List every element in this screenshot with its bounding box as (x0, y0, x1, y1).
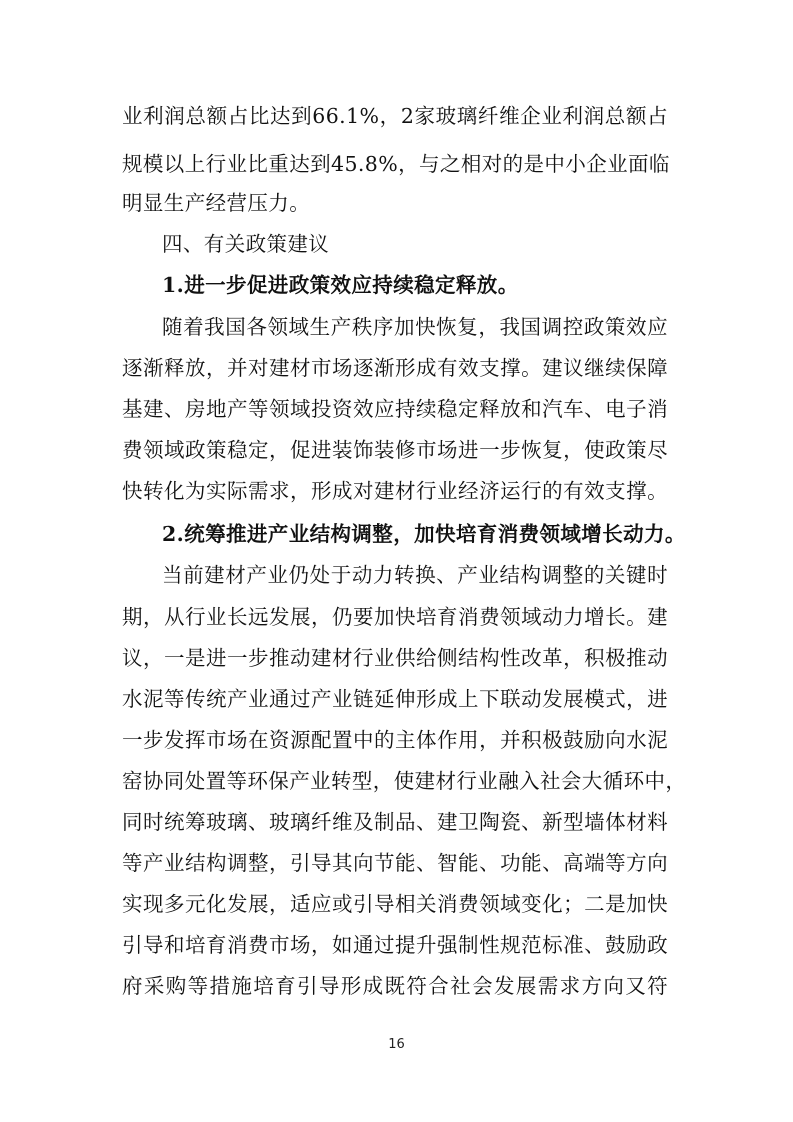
paragraph-line: 规模以上行业比重达到45.8%，与之相对的是中小企业面临 (122, 152, 670, 176)
paragraph-line: 期，从行业长远发展，仍要加快培育消费领域动力增长。建 (122, 605, 668, 629)
paragraph-line: 实现多元化发展，适应或引导相关消费领域变化；二是加快 (122, 892, 668, 916)
paragraph-line: 逐渐释放，并对建材市场逐渐形成有效支撑。建议继续保障 (122, 356, 668, 380)
paragraph-line: 快转化为实际需求，形成对建材行业经济运行的有效支撑。 (122, 479, 668, 503)
subsection-heading-1: 1.进一步促进政策效应持续稳定释放。 (162, 273, 519, 297)
paragraph-line: 等产业结构调整，引导其向节能、智能、功能、高端等方向 (122, 851, 668, 875)
paragraph-line: 引导和培育消费市场，如通过提升强制性规范标准、鼓励政 (122, 933, 668, 957)
paragraph-line: 府采购等措施培育引导形成既符合社会发展需求方向又符 (122, 974, 668, 998)
page-number: 16 (388, 1037, 405, 1052)
paragraph-line: 同时统筹玻璃、玻璃纤维及制品、建卫陶瓷、新型墙体材料 (122, 810, 668, 834)
paragraph-line: 窑协同处置等环保产业转型，使建材行业融入社会大循环中， (122, 769, 687, 793)
paragraph-line: 费领域政策稳定，促进装饰装修市场进一步恢复，使政策尽 (122, 438, 668, 462)
section-heading: 四、有关政策建议 (162, 232, 330, 256)
paragraph-line: 明显生产经营压力。 (122, 191, 311, 215)
paragraph-line: 议，一是进一步推动建材行业供给侧结构性改革，积极推动 (122, 646, 668, 670)
paragraph-line: 随着我国各领域生产秩序加快恢复，我国调控政策效应 (162, 315, 668, 339)
paragraph-line: 业利润总额占比达到66.1%，2家玻璃纤维企业利润总额占 (122, 104, 668, 128)
paragraph-line: 基建、房地产等领域投资效应持续稳定释放和汽车、电子消 (122, 397, 668, 421)
paragraph-line: 一步发挥市场在资源配置中的主体作用，并积极鼓励向水泥 (122, 728, 668, 752)
paragraph-line: 当前建材产业仍处于动力转换、产业结构调整的关键时 (162, 563, 668, 587)
subsection-heading-2: 2.统筹推进产业结构调整，加快培育消费领域增长动力。 (162, 522, 686, 546)
paragraph-line: 水泥等传统产业通过产业链延伸形成上下联动发展模式，进 (122, 687, 668, 711)
